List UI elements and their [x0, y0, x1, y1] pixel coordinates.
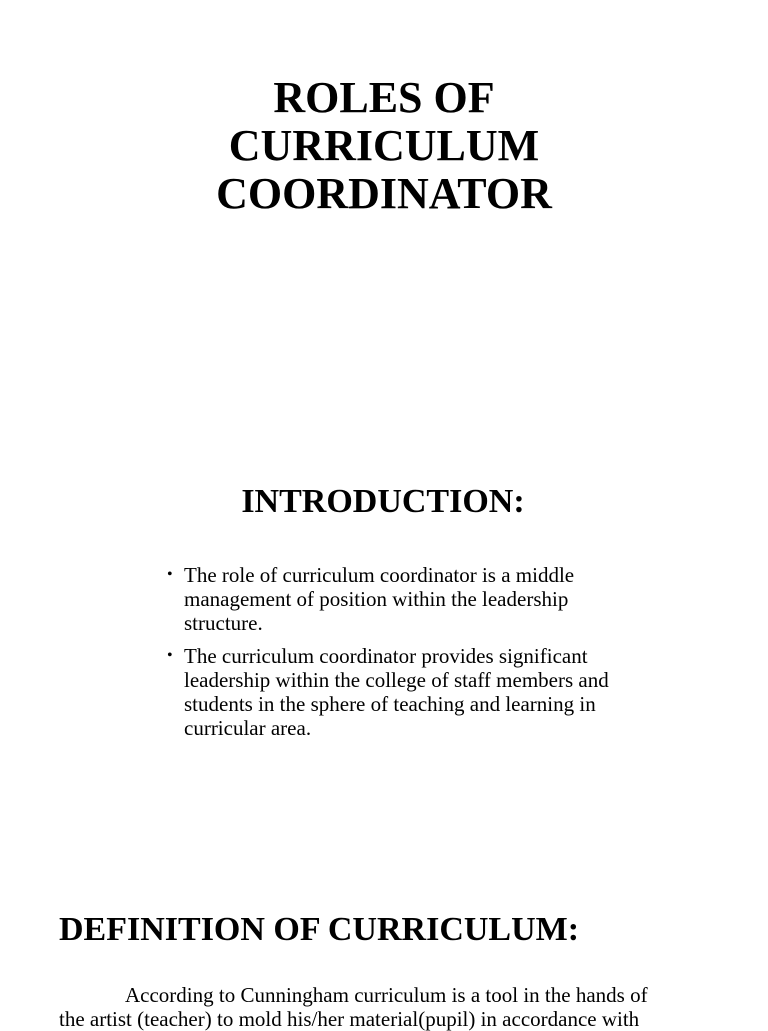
list-item [167, 644, 637, 740]
bullet-text: The role of curriculum coordinator is a middle management of position within the leadership structure. [184, 563, 575, 635]
bullet-text: The curriculum coordinator provides significant leadership within the college of staff members and students in the sphere of teaching and learning in curricular area. [184, 644, 609, 740]
list-item [167, 563, 637, 635]
bullet-icon: • [167, 647, 173, 664]
definition-line: the artist (teacher) to mold his/her material(pupil) in accordance with [59, 1007, 640, 1031]
title-line: COORDINATOR [216, 169, 552, 218]
page-title [0, 74, 768, 218]
bullet-icon: • [167, 566, 173, 583]
introduction-bullet-list [167, 563, 637, 749]
title-line: CURRICULUM [228, 121, 540, 170]
definition-line: According to Cunningham curriculum is a tool in the hands of [125, 983, 648, 1007]
definition-heading: DEFINITION OF CURRICULUM: [59, 911, 580, 948]
introduction-heading: INTRODUCTION: [241, 483, 525, 520]
title-line: ROLES OF [273, 73, 495, 122]
